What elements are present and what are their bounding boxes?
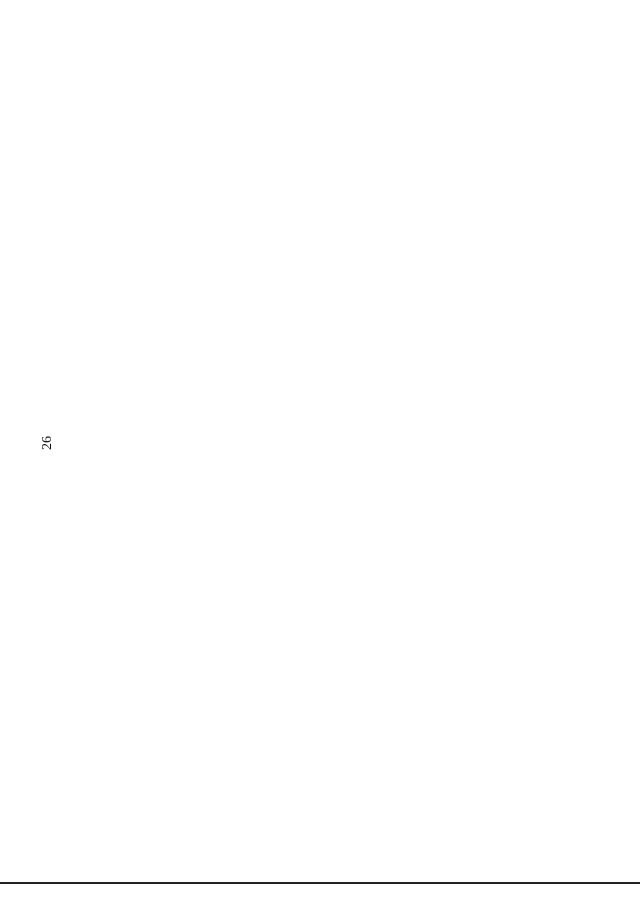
bottom-rule <box>0 882 640 884</box>
page-number: 26 <box>40 436 55 450</box>
